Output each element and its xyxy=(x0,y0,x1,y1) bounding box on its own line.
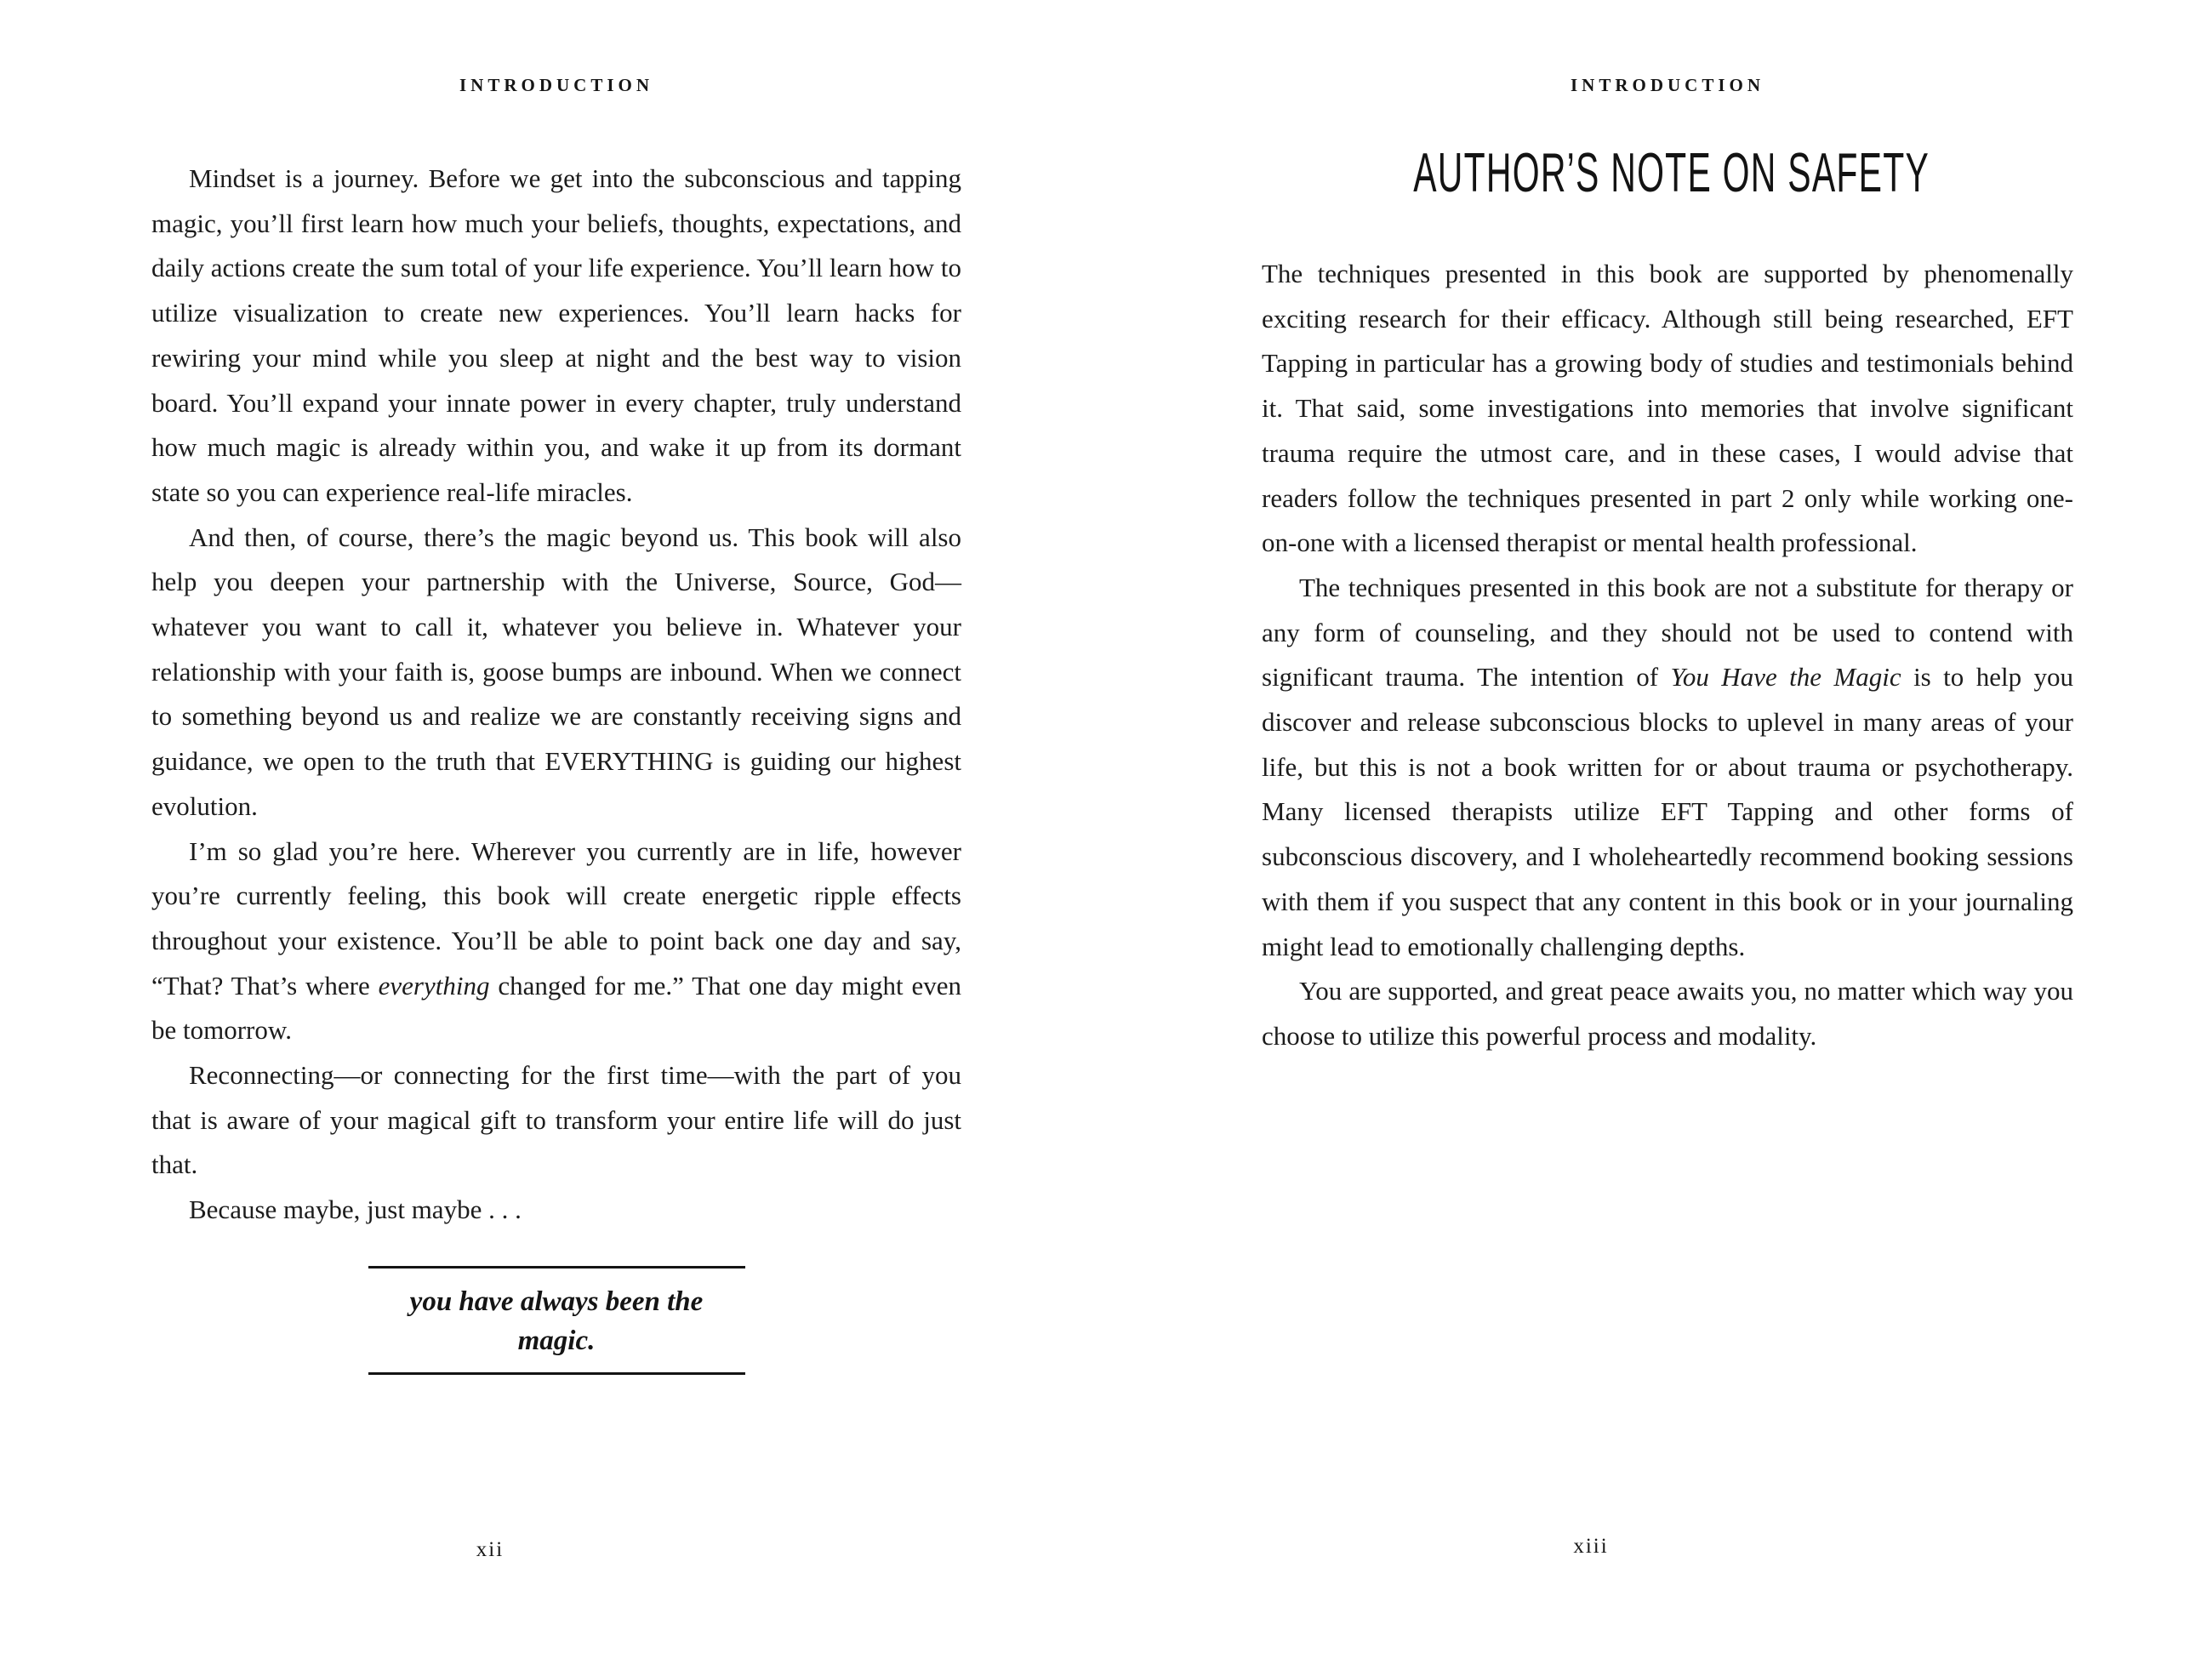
italic-text-run: everything xyxy=(378,970,490,1001)
paragraph xyxy=(151,1188,961,1233)
text-run: Reconnecting—or connecting for the first time—with the part of you that is aware of your magical gift to transform your entire life will do just that. xyxy=(151,1060,961,1180)
italic-text-run: You Have the Magic xyxy=(1670,662,1901,693)
text-run: You are supported, and great peace awaits you, no matter which way you choose to utilize this powerful process and modality. xyxy=(1262,976,2073,1051)
left-running-head: INTRODUCTION xyxy=(459,75,654,95)
pull-quote xyxy=(151,1266,961,1375)
chapter-title xyxy=(1262,141,2073,203)
pull-quote-text: you have always been the magic. xyxy=(368,1266,745,1375)
text-run: I’m so glad you’re here. Wherever you currently are in life, however you’re currently feeling, this book will create energetic ripple effects throughout your existence. You’ll be able to point back one day and say, “That? That’s where xyxy=(151,835,961,1001)
paragraph xyxy=(1262,252,2073,566)
chapter-title-text: AUTHOR’S NOTE ON SAFETY xyxy=(1413,141,1930,203)
paragraph xyxy=(151,516,961,830)
right-body-text xyxy=(1262,252,2073,1059)
paragraph xyxy=(151,1053,961,1188)
paragraph xyxy=(151,157,961,516)
paragraph xyxy=(1262,969,2073,1058)
text-run: changed for me.” That one day might even be tomorrow. xyxy=(151,970,961,1046)
paragraph xyxy=(151,830,961,1054)
left-page xyxy=(151,0,961,1659)
text-run: The techniques presented in this book are not a substitute for therapy or any form of counseling, and they should not be used to contend with significant trauma. The intention of xyxy=(1262,572,2073,693)
right-page-number: xiii xyxy=(1573,1535,1609,1558)
text-run: The techniques presented in this book are supported by phenomenally exciting research for their efficacy. Although still being researched, EFT Tapping in particular has a growing body of studies and testimonials behind it. That said, some investigations into memories that involve significant trauma require the utmost care, and in these cases, I would advise that readers follow the techniques presented in part 2 only while working one-on-one with a licensed therapist or mental health professional. xyxy=(1262,259,2073,558)
right-page xyxy=(1262,0,2073,1659)
text-run: Mindset is a journey. Before we get into the subconscious and tapping magic, you’ll first learn how much your beliefs, thoughts, expectations, and daily actions create the sum total of your life experience. You’ll learn how to utilize visualization to create new experiences. You’ll learn hacks for rewiring your mind while you sleep at night and the best way to vision board. You’ll expand your innate power in every chapter, truly understand how much magic is already within you, and wake it up from its dormant state so you can experience real-life miracles. xyxy=(151,163,961,507)
left-page-number: xii xyxy=(476,1538,505,1561)
paragraph xyxy=(1262,566,2073,969)
text-run: Because maybe, just maybe . . . xyxy=(189,1194,522,1225)
left-body-text xyxy=(151,157,961,1233)
text-run: And then, of course, there’s the magic beyond us. This book will also help you deepen your partnership with the Universe, Source, God—whatever you want to call it, whatever you believe in. Whatever your relationship with your faith is, goose bumps are inbound. When we connect to something beyond us and realize we are constantly receiving signs and guidance, we open to the truth that EVERYTHING is guiding our highest evolution. xyxy=(151,522,961,821)
text-run: is to help you discover and release subconscious blocks to uplevel in many areas of your life, but this is not a book written for or about trauma or psychotherapy. Many licensed therapists utilize EFT Tapping and other forms of subconscious discovery, and I wholeheartedly recommend booking sessions with them if you suspect that any content in this book or in your journaling might lead to emotionally challenging depths. xyxy=(1262,662,2074,961)
right-running-head: INTRODUCTION xyxy=(1570,75,1765,95)
